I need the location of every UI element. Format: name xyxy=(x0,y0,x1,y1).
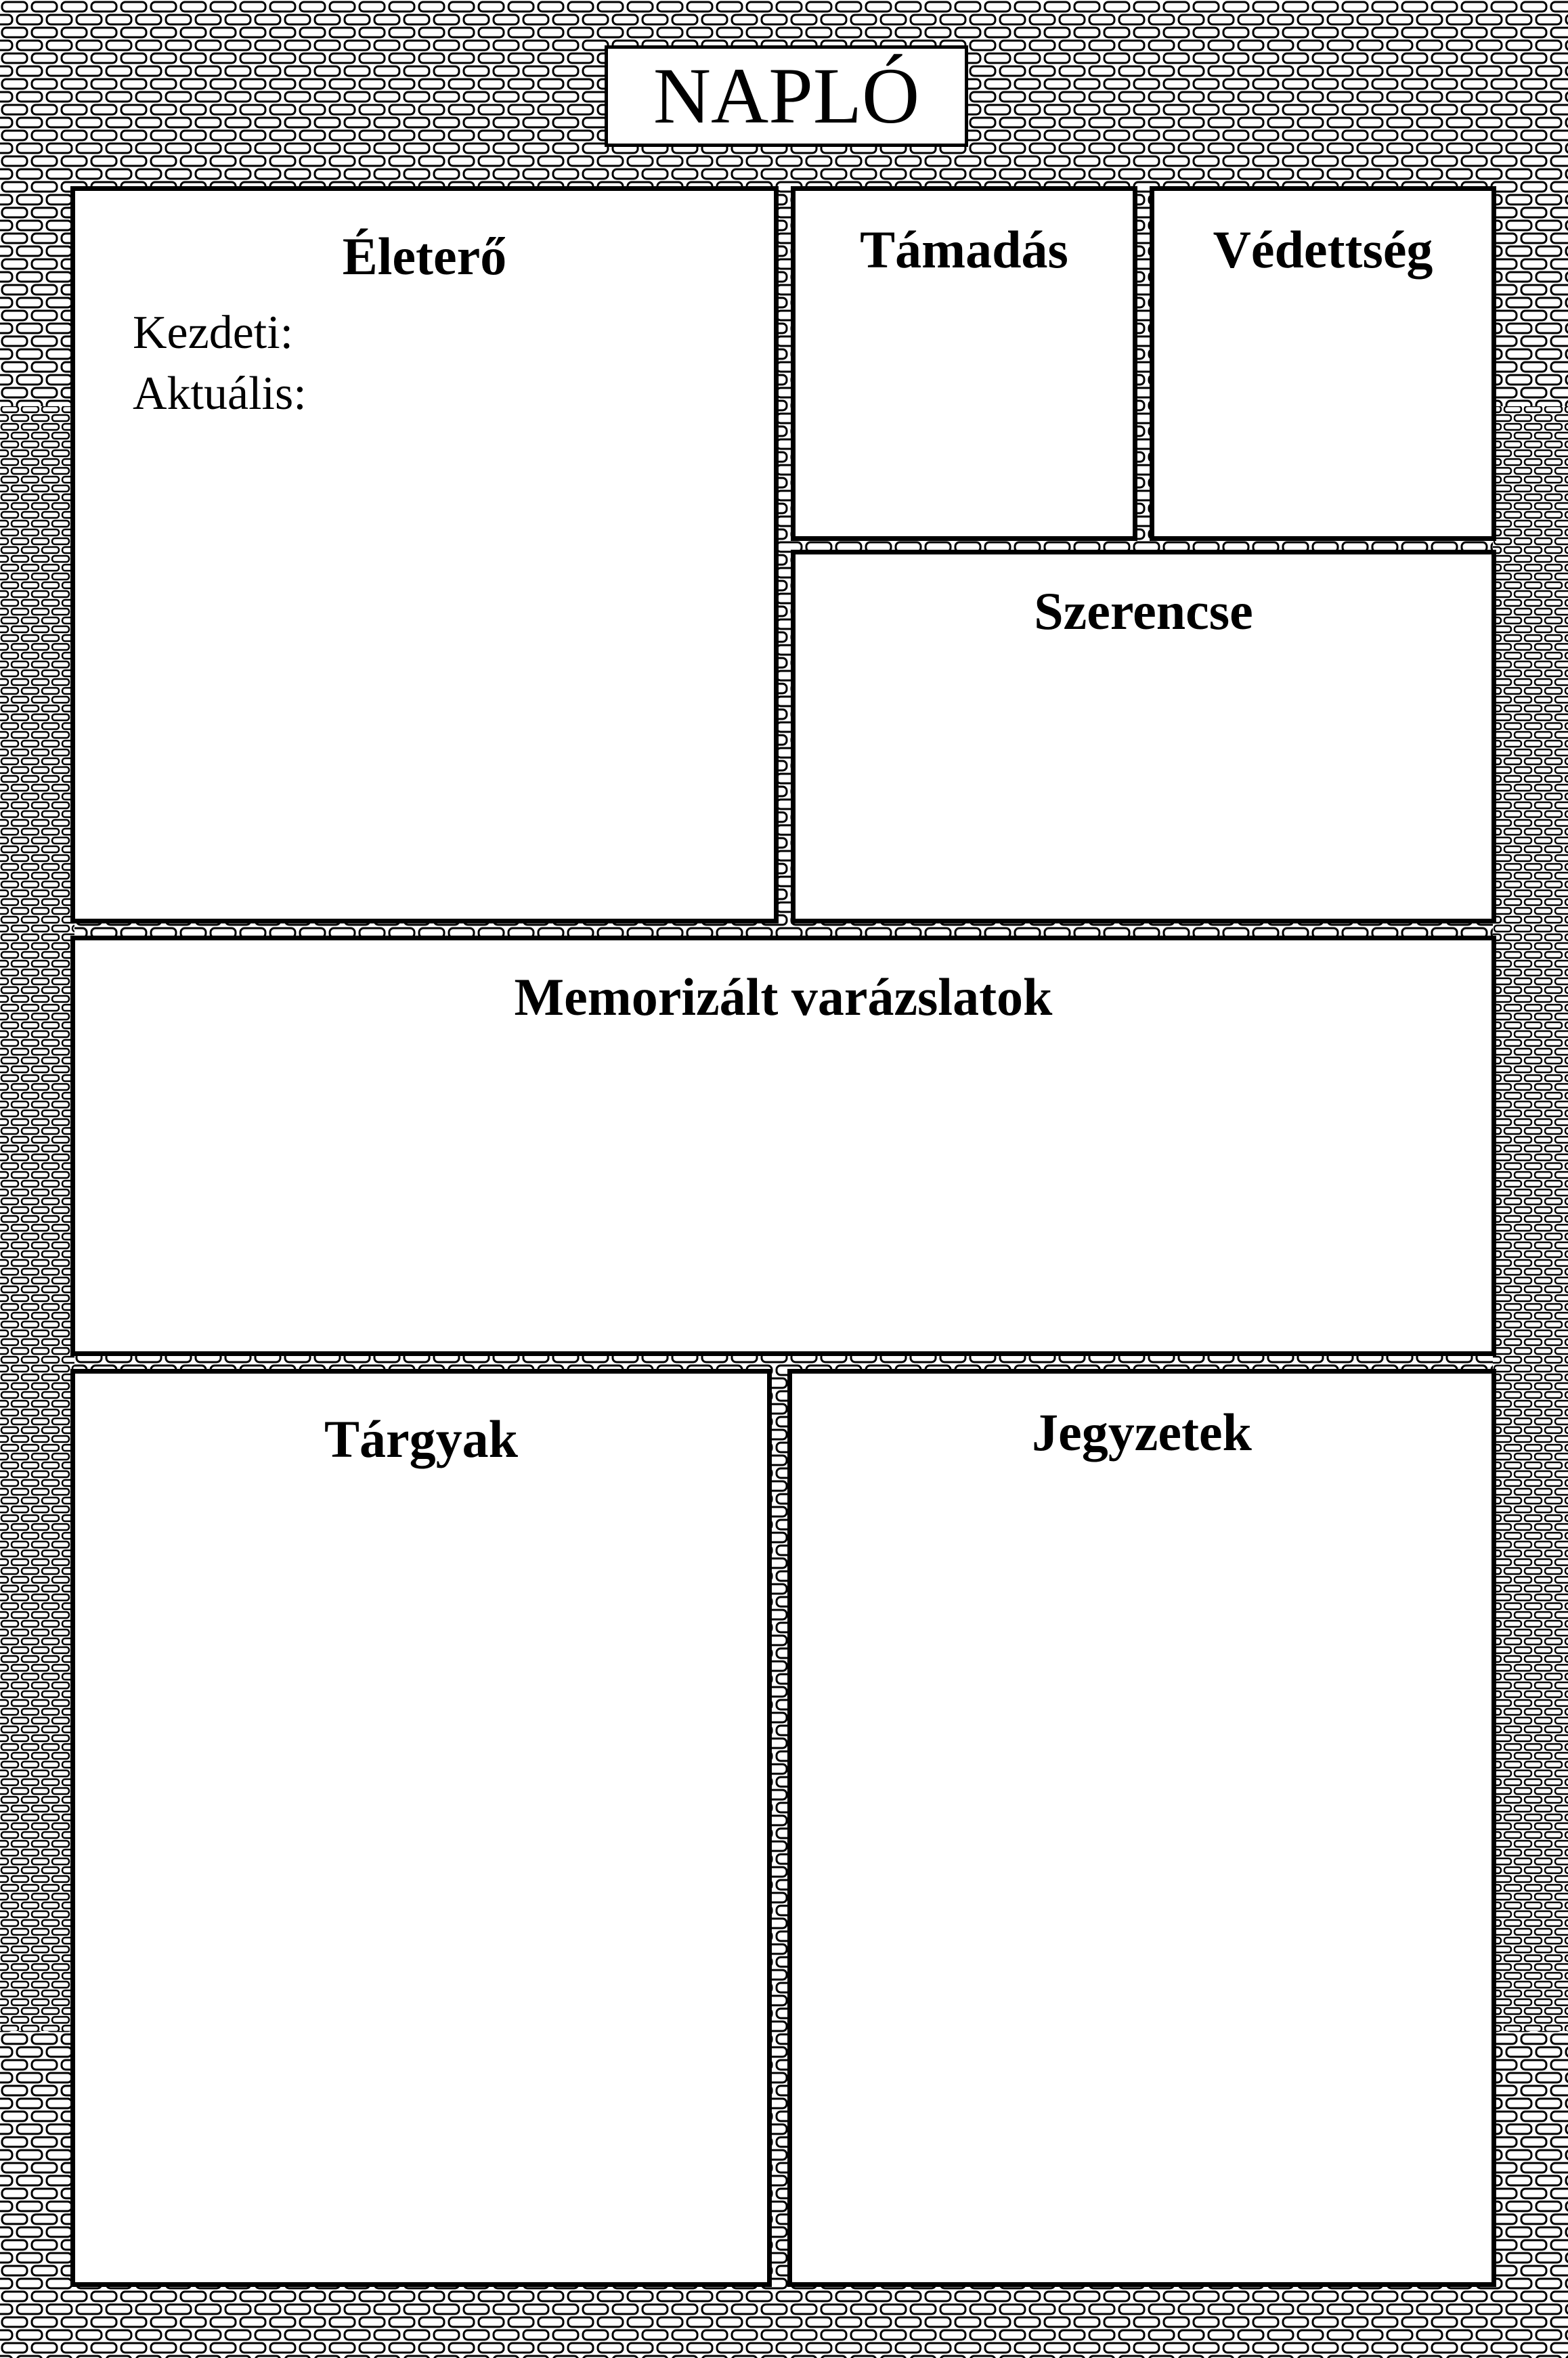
health-heading: Életerő xyxy=(342,227,507,286)
defense-heading: Védettség xyxy=(1213,220,1433,279)
memorized-spells-panel xyxy=(70,936,1496,1356)
notes-heading: Jegyzetek xyxy=(1032,1403,1252,1462)
current-health-label: Aktuális: xyxy=(133,368,307,420)
luck-heading: Szerencse xyxy=(1034,582,1253,640)
items-heading: Tárgyak xyxy=(324,1410,519,1468)
page-title: NAPLÓ xyxy=(605,45,968,147)
attack-heading: Támadás xyxy=(860,220,1068,279)
initial-health-label: Kezdeti: xyxy=(133,307,294,359)
items-panel xyxy=(70,1369,772,2287)
attack-panel xyxy=(791,186,1137,541)
luck-panel xyxy=(791,550,1496,923)
memorized-spells-heading: Memorizált varázslatok xyxy=(514,967,1053,1026)
defense-panel xyxy=(1150,186,1496,541)
health-panel xyxy=(70,186,779,923)
notes-panel xyxy=(787,1369,1496,2287)
